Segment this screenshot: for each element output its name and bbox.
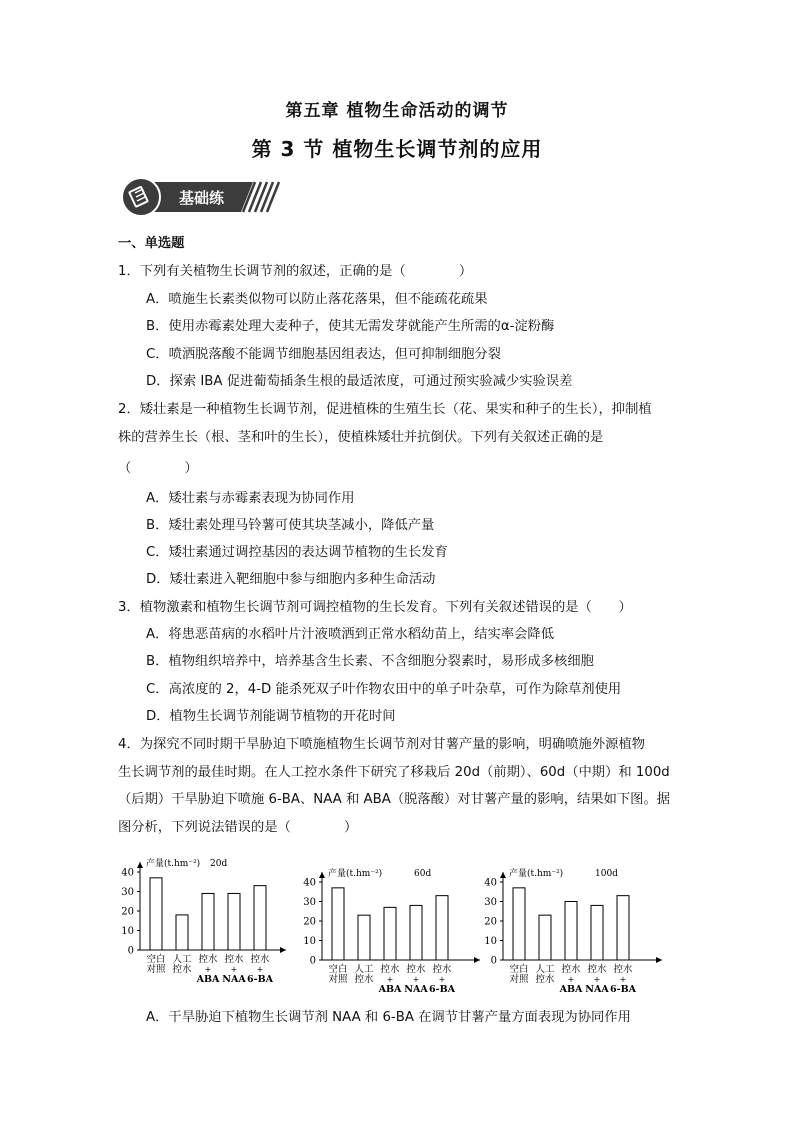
category-label: 控水 [432, 964, 452, 975]
question-3-option-d: D．植物生长调节剂能调节植物的开花时间 [146, 709, 396, 724]
question-1-option-c: C．喷洒脱落酸不能调节细胞基因组表达，但可抑制细胞分裂 [146, 347, 502, 362]
category-label: ABA [196, 974, 220, 985]
y-tick-label: 10 [303, 936, 316, 947]
category-label: 6-BA [429, 984, 455, 995]
question-2-option-c: C．矮壮素通过调控基因的表达调节植物的生长发育 [146, 545, 448, 560]
bar-2 [565, 902, 577, 961]
bar-3 [591, 905, 603, 960]
category-label: 控水 [587, 964, 607, 975]
question-4-stem-line-4: 图分析，下列说法错误的是（ ） [118, 820, 358, 835]
category-label: 6-BA [610, 984, 636, 995]
category-label: ABA [559, 984, 583, 995]
period-label: 60d [414, 869, 432, 879]
category-label: 空白 [328, 964, 348, 975]
category-label: + [204, 965, 212, 974]
category-label: + [256, 965, 264, 974]
y-axis-label: 产量(t.hm⁻²) [509, 869, 564, 879]
category-label: + [593, 975, 601, 984]
category-label: 控水 [613, 964, 633, 975]
question-3-option-a: A．将患恶苗病的水稻叶片汁液喷洒到正常水稻幼苗上，结实率会降低 [146, 627, 555, 642]
category-label: NAA [585, 984, 609, 995]
question-3-stem: 3．植物激素和植物生长调节剂可调控植物的生长发育。下列有关叙述错误的是（ ） [118, 600, 632, 615]
chart-100d [484, 867, 662, 995]
y-tick-label: 40 [484, 877, 497, 889]
question-2-stem-line-2: 株的营养生长（根、茎和叶的生长），使植株矮壮并抗倒伏。下列有关叙述正确的是 [118, 430, 604, 445]
section-title: 第 3 节 植物生长调节剂的应用 [251, 137, 543, 161]
question-2-option-b: B．矮壮素处理马铃薯可使其块茎减小，降低产量 [146, 518, 435, 533]
yield-bar-charts [110, 850, 670, 1000]
category-label: 对照 [328, 974, 348, 985]
chart-60d [303, 867, 480, 995]
bar-4 [254, 886, 266, 950]
category-label: 控水 [535, 974, 555, 985]
question-4-stem-line-2: 生长调节剂的最佳时期。在人工控水条件下研究了移栽后 20d（前期）、60d（中期）和 100d [118, 765, 670, 780]
category-label: + [438, 975, 446, 984]
bar-1 [539, 915, 551, 960]
y-axis-arrow [319, 872, 325, 878]
x-axis-arrow [474, 957, 480, 963]
category-label: 人工 [354, 964, 374, 975]
category-label: + [567, 975, 575, 984]
question-4-stem-line-3: （后期）干旱胁迫下喷施 6-BA、NAA 和 ABA（脱落酸）对甘薯产量的影响，结果如下图。据 [118, 792, 671, 807]
y-tick-label: 0 [127, 945, 134, 957]
y-tick-label: 10 [484, 936, 497, 947]
bar-4 [436, 896, 448, 960]
category-label: 对照 [509, 974, 529, 985]
question-3-option-c: C．高浓度的 2，4-D 能杀死双子叶作物农田中的单子叶杂草，可作为除草剂使用 [146, 682, 622, 697]
category-label: 空白 [509, 964, 529, 975]
y-tick-label: 20 [484, 916, 497, 928]
category-label: + [412, 975, 420, 984]
y-axis-label: 产量(t.hm⁻²) [146, 859, 201, 869]
category-label: 人工 [172, 954, 192, 965]
bar-0 [513, 888, 525, 960]
category-label: NAA [404, 984, 428, 995]
chapter-title: 第五章 植物生命活动的调节 [285, 101, 509, 121]
category-label: + [619, 975, 627, 984]
bar-3 [410, 905, 422, 960]
category-label: 控水 [198, 954, 218, 965]
category-label: 控水 [406, 964, 426, 975]
question-4-option-a: A．干旱胁迫下植物生长调节剂 NAA 和 6-BA 在调节甘薯产量方面表现为协同作用 [146, 1010, 631, 1025]
bar-1 [176, 915, 188, 950]
category-label: 空白 [146, 954, 166, 965]
category-label: + [230, 965, 238, 974]
period-label: 20d [210, 859, 228, 869]
question-2-option-a: A．矮壮素与赤霉素表现为协同作用 [146, 491, 355, 506]
category-label: + [386, 975, 394, 984]
y-tick-label: 20 [303, 916, 316, 928]
y-tick-label: 10 [121, 926, 134, 937]
question-1-option-d: D．探索 IBA 促进葡萄插条生根的最适浓度，可通过预实验减少实验误差 [146, 374, 573, 389]
y-tick-label: 0 [309, 955, 316, 967]
question-3-option-b: B．植物组织培养中，培养基含生长素、不含细胞分裂素时，易形成多核细胞 [146, 654, 594, 669]
question-2-option-d: D．矮壮素进入靶细胞中参与细胞内多种生命活动 [146, 572, 436, 587]
section-badge [121, 176, 287, 218]
category-label: NAA [222, 974, 246, 985]
y-tick-label: 40 [303, 877, 316, 889]
category-label: 6-BA [247, 974, 273, 985]
y-axis-label: 产量(t.hm⁻²) [328, 869, 383, 879]
question-2-stem-line-1: 2．矮壮素是一种植物生长调节剂，促进植株的生殖生长（花、果实和种子的生长），抑制植 [118, 402, 652, 417]
bar-4 [617, 896, 629, 960]
y-axis-arrow [137, 862, 143, 868]
question-2-stem-line-3: （ ） [118, 461, 198, 476]
y-axis-arrow [500, 872, 506, 878]
x-axis-arrow [280, 947, 286, 953]
bar-2 [202, 893, 214, 950]
category-label: 控水 [380, 964, 400, 975]
category-label: 控水 [224, 954, 244, 965]
y-tick-label: 30 [121, 887, 134, 898]
category-label: ABA [378, 984, 402, 995]
category-label: 控水 [354, 974, 374, 985]
bar-0 [150, 878, 162, 950]
question-4-stem-line-1: 4．为探究不同时期干旱胁迫下喷施植物生长调节剂对甘薯产量的影响，明确喷施外源植物 [118, 737, 646, 752]
category-label: 人工 [535, 964, 555, 975]
question-1-stem: 1．下列有关植物生长调节剂的叙述，正确的是（ ） [118, 264, 473, 279]
period-label: 100d [595, 869, 618, 879]
category-label: 控水 [250, 954, 270, 965]
category-label: 控水 [561, 964, 581, 975]
bar-3 [228, 893, 240, 950]
x-axis-arrow [656, 957, 662, 963]
y-tick-label: 20 [121, 906, 134, 918]
question-1-option-b: B．使用赤霉素处理大麦种子，使其无需发芽就能产生所需的α-淀粉酶 [146, 319, 555, 334]
part-title: 一、单选题 [118, 236, 185, 251]
badge-label: 基础练 [179, 189, 225, 207]
chart-20d [121, 857, 286, 985]
category-label: 控水 [172, 964, 192, 975]
y-tick-label: 30 [303, 897, 316, 908]
y-tick-label: 30 [484, 897, 497, 908]
bar-2 [384, 907, 396, 960]
y-tick-label: 40 [121, 867, 134, 879]
bar-1 [358, 915, 370, 960]
question-1-option-a: A．喷施生长素类似物可以防止落花落果，但不能疏花疏果 [146, 292, 488, 307]
category-label: 对照 [146, 964, 166, 975]
y-tick-label: 0 [490, 955, 497, 967]
bar-0 [332, 888, 344, 960]
